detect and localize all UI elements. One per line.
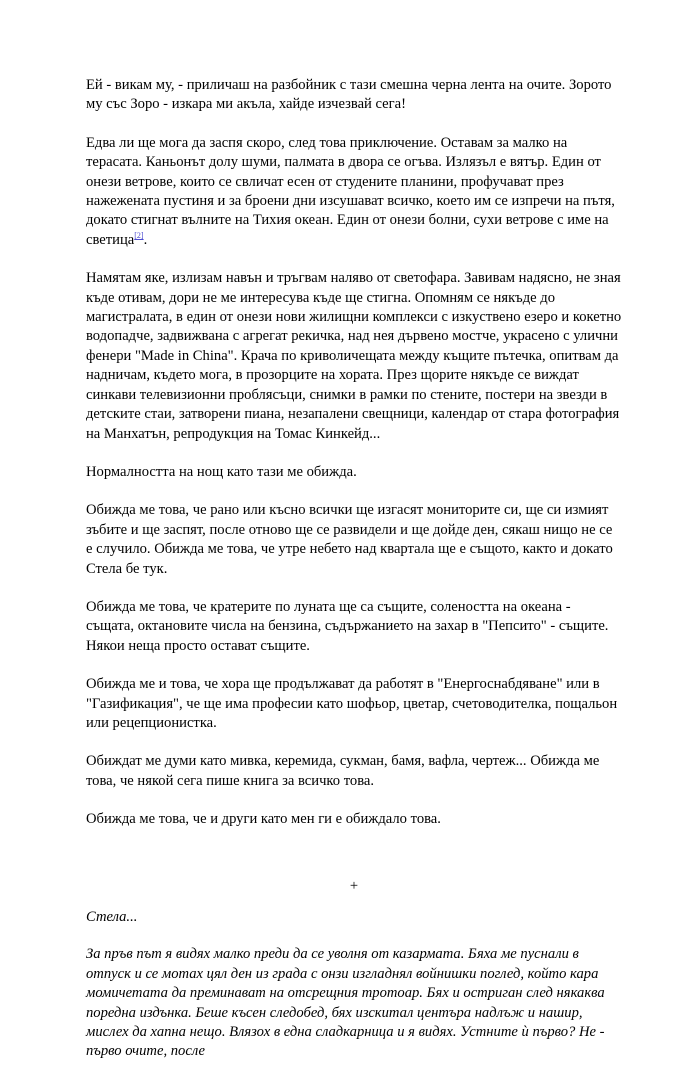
paragraph-first-meeting: За пръв път я видях малко преди да се уволня от казармата. Бяха ме пуснали в отпуск и се мотах цял ден из града с онзи изгладнял войнишки поглед, който кара момичетата да преминават на отсрещния тротоар. Бях и остриган след някаква поредна издънка. Беше късен следобед, бях изскитал центъра надлъж и нашир, мислех да хапна нещо. Влязох в една сладкарница и я видях. Устните ѝ първо? Не - първо очите, после — [86, 946, 605, 1060]
paragraph-offends-3: Обижда ме и това, че хора ще продължават да работят в "Енергоснабдяване" или в "Газификация", че ще има професии като шофьор, цветар, счетоводителка, пощальон или рецепционистка. — [86, 676, 618, 731]
document-page — [86, 76, 622, 1081]
paragraph-offends-5: Обижда ме това, че и други като мен ги е обиждало това. — [86, 811, 441, 828]
paragraph-wind — [86, 134, 622, 250]
footnote-link[interactable]: [2] — [134, 230, 144, 240]
paragraph-zorro: Ей - викам му, - приличаш на разбойник с тази смешна черна лента на очите. Зорото му със Зоро - изкара ми акъла, хайде изчезвай сега! — [86, 77, 612, 113]
paragraph-walk: Намятам яке, излизам навън и тръгвам наляво от светофара. Завивам надясно, не зная къде отивам, дори не ме интересува къде ще стигна. Опомням се някъде до магистралата, в един от онези нови жилищни комплекси с изкуствено езеро и кокетно водопадче, задвижвана с агрегат рекичка, над нея дървено мостче, украсено с улични фенери "Made in China". Крача по криволичещата между къщите пътечка, опитвам да надничам, където мога, в прозорците на хората. През щорите някъде се виждат синкави телевизионни проблясъци, снимки в рамки по стените, постери на звезди в детските стаи, затворени пиана, незапалени свещници, календар от стара фотография на Манхатън, репродукция на Томас Кинкейд... — [86, 270, 622, 442]
signature-stela: Стела... — [86, 909, 138, 925]
paragraph-offends-1: Обижда ме това, че рано или късно всички ще изгасят мониторите си, ще си измият зъбите и ще заспят, после отново ще се развидели и ще дойде ден, сякаш нищо не се е случило. Обижда ме това, че утре небето над квартала ще е същото, както и докато Стела бе тук. — [86, 502, 613, 577]
paragraph-offends-2: Обижда ме това, че кратерите по луната ще са същите, солеността на океана - същата, октановите числа на бензина, съдържанието на захар в "Пепсито" - същите. Някои неща просто остават същите. — [86, 598, 609, 654]
paragraph-normality: Нормалността на нощ като тази ме обижда. — [86, 463, 357, 480]
section-separator: + — [349, 877, 359, 894]
paragraph-wind-text: Едва ли ще мога да заспя скоро, след това приключение. Оставам за малко на терасата. Каньонът долу шуми, палмата в двора се огъва. Излязъл е вятър. Един от онези ветрове, които се свличат есен от студените планини, профучават през нажежената пустиня и за броени дни изсушават всичко, което им се изпречи на пътя, докато стигнат вълните на Тихия океан. Един от онези болни, сухи ветрове с име на светица — [86, 134, 615, 248]
paragraph-wind-tail: . — [143, 231, 148, 248]
paragraph-offends-4: Обиждат ме думи като мивка, керемида, сукман, бамя, вафла, чертеж... Обижда ме това, че някой сега пише книга за всичко това. — [86, 753, 600, 789]
